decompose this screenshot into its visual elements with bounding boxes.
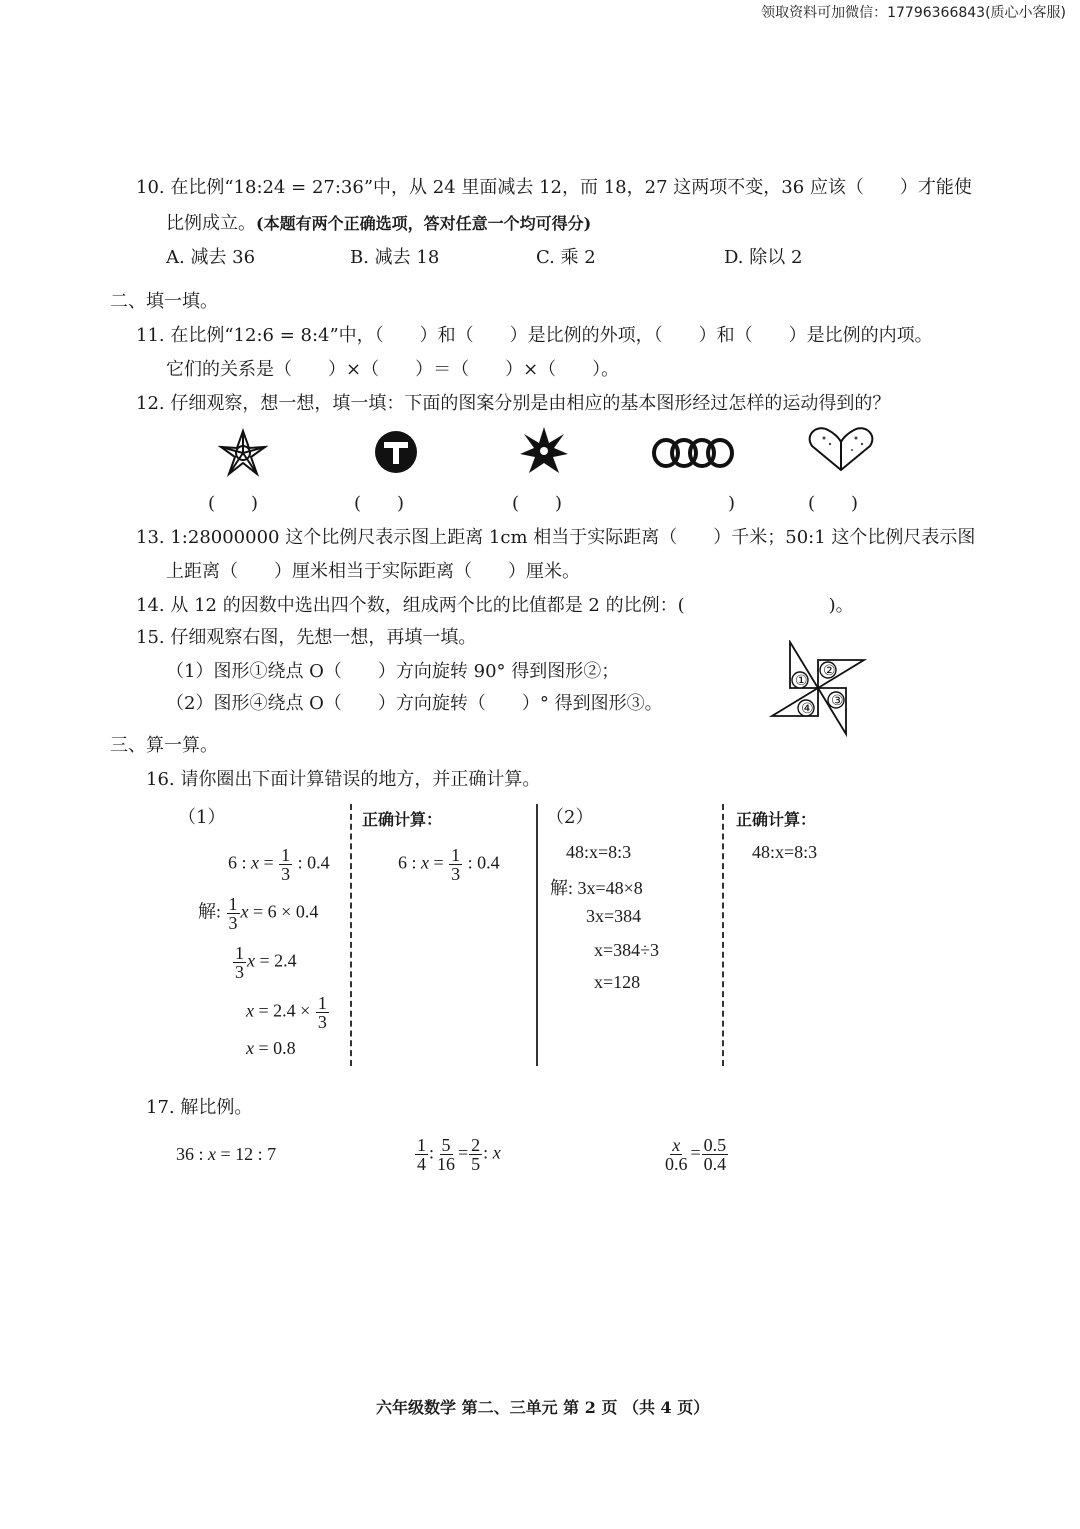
part-2-step-3: x=384÷3: [594, 940, 660, 960]
q12-blank-4[interactable]: ): [728, 493, 736, 514]
divider-dashed-2: [722, 804, 724, 1066]
q17-equation-3: $\frac{x}{0.6}$ = $\frac{0.5}{0.4}$: [665, 1135, 727, 1174]
figure-label-4: ④: [801, 701, 814, 717]
q12-blank-2[interactable]: ( ): [354, 493, 405, 514]
question-17-stem: 17. 解比例。: [146, 1097, 253, 1118]
part-2-equation: 48:x=8:3: [566, 842, 632, 862]
circle-t-figure: [372, 428, 420, 476]
question-10-text: 比例成立。: [166, 213, 256, 234]
part-1-step-3: x = 2.4 × $\frac{1}{3}$: [246, 993, 327, 1032]
part-1-step-4: x = 0.8: [246, 1038, 296, 1058]
part-2-step-1: 解: 3x=48×8: [550, 878, 643, 898]
option-a: A. 减去 36: [166, 247, 256, 268]
figure-label-1: ①: [795, 673, 808, 689]
part-1-correct-equation: 6 : x = $\frac{1}{3}$ : 0.4: [398, 845, 500, 884]
part-2-step-4: x=128: [594, 972, 641, 992]
question-14-stem: 14. 从 12 的因数中选出四个数，组成两个比的比值都是 2 的比例：( )。: [136, 595, 854, 616]
question-13-stem: 13. 1:28000000 这个比例尺表示图上距离 1cm 相当于实际距离（ ）千米；50:1 这个比例尺表示图: [136, 527, 976, 548]
question-15-part-2: （2）图形④绕点 O（ ）方向旋转（ ）° 得到图形③。: [166, 693, 663, 714]
correct-calc-label-1: 正确计算：: [362, 810, 443, 829]
question-16-stem: 16. 请你圈出下面计算错误的地方，并正确计算。: [146, 769, 541, 790]
rings-figure: [650, 436, 736, 470]
part-1-step-1: 解: $\frac{1}{3}$ x = 6 × 0.4: [198, 894, 319, 933]
part-2-label: （2）: [546, 807, 594, 828]
q17-equation-2: $\frac{1}{4}$ : $\frac{5}{16}$ = $\frac{2}{5}$ : x: [417, 1135, 501, 1174]
question-12-stem: 12. 仔细观察，想一想，填一填：下面的图案分别是由相应的基本图形经过怎样的运动得到的？: [136, 393, 891, 414]
question-13-stem-cont: 上距离（ ）厘米相当于实际距离（ ）厘米。: [166, 561, 580, 582]
section-2-heading: 二、填一填。: [110, 291, 218, 312]
star-figure: [518, 425, 570, 477]
solve-label-1: 解:: [198, 901, 222, 922]
part-1-label: （1）: [178, 807, 226, 828]
part-1-step-2: $\frac{1}{3}$ x = 2.4: [235, 943, 297, 982]
option-b: B. 减去 18: [350, 247, 440, 268]
divider-dashed-1: [350, 804, 352, 1066]
part-1-equation: 6 : x = $\frac{1}{3}$ : 0.4: [228, 845, 330, 884]
question-11-relation: 它们的关系是（ ）×（ ）＝（ ）×（ ）。: [166, 359, 620, 380]
question-15-part-1: （1）图形①绕点 O（ ）方向旋转 90° 得到图形②；: [166, 661, 620, 682]
question-10-stem-cont: [166, 212, 591, 236]
question-11-stem: 11. 在比例“12:6 = 8:4”中，（ ）和（ ）是比例的外项，（ ）和（ ）是比例的内项。: [136, 325, 933, 346]
option-c: C. 乘 2: [536, 247, 596, 268]
divider-solid: [536, 804, 538, 1066]
question-10-stem: 10. 在比例“18:24 = 27:36”中，从 24 里面减去 12，而 18，27 这两项不变，36 应该（ ）才能使: [136, 177, 972, 198]
page-footer: 六年级数学 第二、三单元 第 2 页 （共 4 页）: [376, 1398, 710, 1417]
figure-label-3: ③: [831, 693, 844, 709]
rotation-figure: [766, 640, 870, 740]
part-2-correct-equation: 48:x=8:3: [752, 842, 818, 862]
question-15-stem: 15. 仔细观察右图，先想一想，再填一填。: [136, 627, 477, 648]
q12-blank-5[interactable]: ( ): [808, 493, 859, 514]
q17-equation-1: 36 : x = 12 : 7: [176, 1144, 277, 1164]
question-10-note: (本题有两个正确选项，答对任意一个均可得分): [256, 214, 592, 233]
correct-calc-label-2: 正确计算：: [736, 810, 817, 829]
q12-blank-1[interactable]: ( ): [208, 493, 259, 514]
watermark-text: 领取资料可加微信：17796366843(质心小客服): [761, 5, 1066, 21]
figure-label-2: ②: [823, 663, 836, 679]
option-d: D. 除以 2: [724, 247, 803, 268]
part-2-step-2: 3x=384: [586, 906, 642, 926]
hearts-figure: [806, 424, 876, 474]
q12-blank-3[interactable]: ( ): [512, 493, 563, 514]
pinwheel-figure: [218, 428, 268, 478]
section-3-heading: 三、算一算。: [110, 735, 218, 756]
